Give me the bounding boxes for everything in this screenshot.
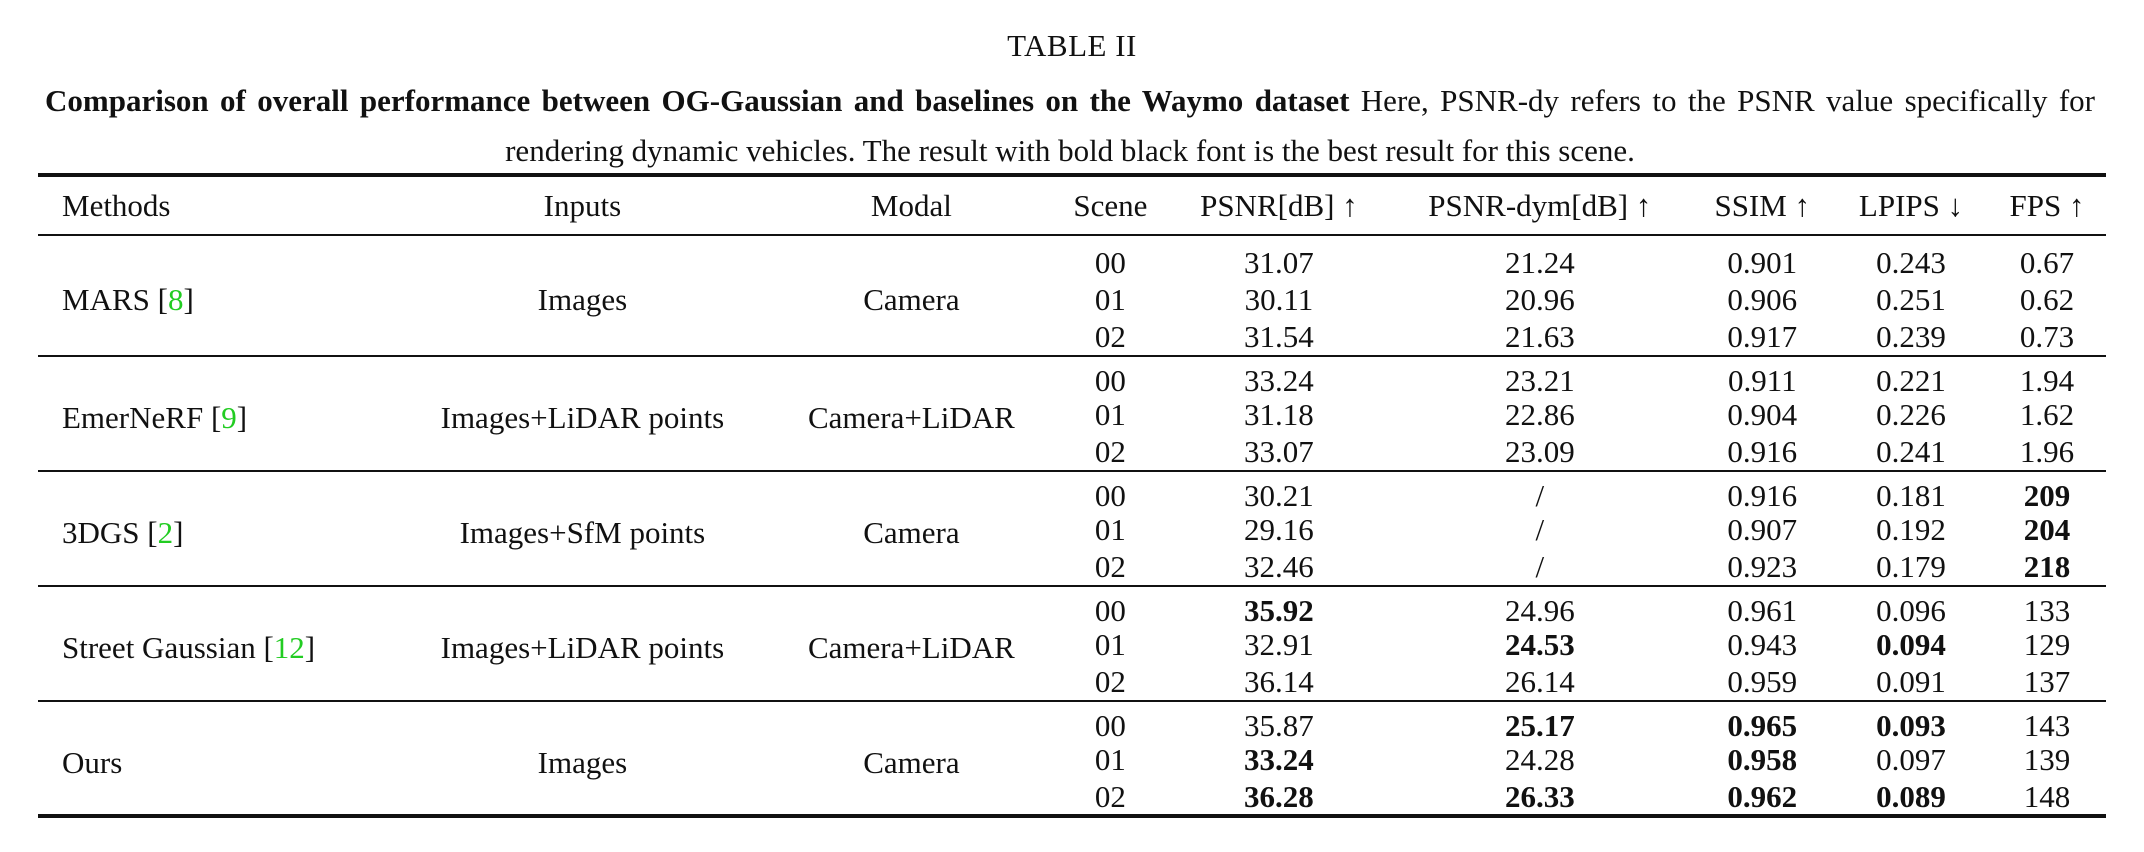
table-row [38, 701, 2106, 741]
modal-cell: Camera [863, 744, 960, 780]
psnr-dym-cell: 24.28 [1504, 742, 1575, 778]
lpips-cell: 0.097 [1876, 742, 1946, 778]
scene-cell: 02 [1094, 778, 1126, 814]
scene-cell: 01 [1094, 742, 1126, 778]
fps-cell: 133 [2023, 593, 2071, 628]
scene-cell: 01 [1094, 512, 1126, 548]
ssim-cell: 0.911 [1727, 363, 1797, 398]
lpips-cell: 0.241 [1876, 434, 1946, 470]
psnr-dym-cell: 22.86 [1504, 397, 1575, 433]
ssim-cell: 0.958 [1727, 742, 1798, 778]
scene-cell: 02 [1094, 434, 1126, 470]
ssim-cell: 0.962 [1727, 778, 1798, 814]
psnr-cell: 35.92 [1244, 593, 1314, 628]
scene-cell: 00 [1094, 245, 1126, 280]
psnr-dym-cell: 26.33 [1504, 778, 1575, 814]
method-name: EmerNeRF [ [62, 400, 222, 435]
psnr-cell: 29.16 [1244, 512, 1314, 548]
ssim-cell: 0.904 [1727, 397, 1798, 433]
ssim-cell: 0.907 [1727, 512, 1798, 548]
psnr-cell: 35.87 [1244, 708, 1314, 743]
psnr-cell: 30.11 [1244, 282, 1314, 318]
ssim-cell: 0.943 [1727, 627, 1798, 663]
method-cell [38, 356, 394, 471]
table-caption [45, 76, 2095, 176]
method-name: Ours [62, 744, 123, 780]
citation-bracket: ] [236, 400, 248, 435]
scene-cell: 00 [1094, 363, 1126, 398]
scene-cell: 00 [1094, 593, 1126, 628]
scene-cell: 02 [1094, 664, 1126, 700]
header-scene: Scene [1073, 187, 1148, 223]
citation-bracket: ] [173, 515, 184, 550]
fps-cell: 137 [2023, 664, 2071, 700]
psnr-cell: 32.46 [1244, 549, 1314, 585]
scene-cell: 01 [1094, 397, 1126, 433]
fps-cell: 1.96 [2019, 434, 2075, 470]
lpips-cell: 0.179 [1876, 549, 1946, 585]
fps-cell: 204 [2023, 512, 2071, 548]
modal-cell: Camera+LiDAR [807, 630, 1015, 665]
ssim-cell: 0.965 [1727, 708, 1798, 743]
fps-cell: 139 [2023, 742, 2071, 778]
inputs-cell: Images [537, 282, 628, 317]
table-row [38, 586, 2106, 626]
results-table-wrapper [38, 173, 2106, 818]
citation-link[interactable]: 12 [273, 630, 305, 665]
table-header [38, 175, 2106, 235]
header-psnr-dym: PSNR-dym[dB] ↑ [1428, 187, 1652, 223]
ssim-cell: 0.917 [1727, 319, 1798, 355]
ssim-cell: 0.959 [1727, 664, 1798, 700]
fps-cell: 0.73 [2019, 319, 2075, 355]
scene-cell: 01 [1094, 282, 1126, 318]
psnr-dym-cell: 24.96 [1504, 593, 1575, 628]
psnr-dym-cell: 26.14 [1504, 664, 1575, 700]
header-ssim: SSIM ↑ [1714, 187, 1811, 223]
psnr-cell: 33.24 [1244, 363, 1314, 398]
lpips-cell: 0.192 [1876, 512, 1946, 548]
fps-cell: 129 [2023, 627, 2071, 663]
psnr-dym-cell: 20.96 [1504, 282, 1575, 318]
table-label: TABLE II [1007, 28, 1137, 63]
scene-cell: 01 [1094, 627, 1126, 663]
header-modal: Modal [870, 187, 952, 223]
psnr-cell: 30.21 [1244, 478, 1314, 513]
citation-link[interactable]: 8 [167, 282, 184, 317]
fps-cell: 1.62 [2019, 397, 2075, 433]
method-group-ours [38, 701, 2106, 816]
caption-text: Here, PSNR-dy refers to the PSNR value specifically for rendering dynamic vehicles. The result with bold black font is the best result for this scene. [505, 83, 2095, 168]
modal-cell: Camera [863, 515, 960, 550]
header-inputs: Inputs [543, 187, 622, 223]
lpips-cell: 0.221 [1876, 363, 1946, 398]
citation-link[interactable]: 9 [221, 400, 237, 435]
inputs-cell: Images+LiDAR points [440, 400, 725, 435]
lpips-cell: 0.094 [1876, 627, 1946, 663]
method-group-emernerf [38, 356, 2106, 471]
table-row [38, 356, 2106, 396]
psnr-dym-cell: 25.17 [1504, 708, 1575, 743]
method-cell [38, 701, 394, 816]
psnr-cell: 36.14 [1244, 664, 1314, 700]
lpips-cell: 0.239 [1876, 319, 1946, 355]
psnr-cell: 31.18 [1244, 397, 1314, 433]
results-table [38, 173, 2106, 818]
table-row [38, 471, 2106, 511]
psnr-cell: 31.54 [1244, 319, 1314, 355]
lpips-cell: 0.093 [1876, 708, 1946, 743]
method-name: 3DGS [ [62, 515, 158, 550]
table-row [38, 235, 2106, 281]
scene-cell: 02 [1094, 549, 1126, 585]
ssim-cell: 0.961 [1727, 593, 1798, 628]
fps-cell: 209 [2023, 478, 2071, 513]
method-name: Street Gaussian [ [62, 630, 274, 665]
lpips-cell: 0.243 [1876, 245, 1946, 280]
modal-cell: Camera+LiDAR [807, 400, 1015, 435]
ssim-cell: 0.916 [1727, 478, 1798, 513]
lpips-cell: 0.096 [1876, 593, 1946, 628]
psnr-dym-cell: 23.21 [1504, 363, 1575, 398]
fps-cell: 143 [2023, 708, 2071, 743]
method-cell [38, 471, 394, 586]
scene-cell: 02 [1094, 319, 1126, 355]
fps-cell: 218 [2023, 549, 2071, 585]
inputs-cell: Images [537, 744, 628, 780]
lpips-cell: 0.226 [1876, 397, 1946, 433]
psnr-dym-cell: / [1535, 549, 1545, 585]
ssim-cell: 0.923 [1727, 549, 1798, 585]
ssim-cell: 0.901 [1727, 245, 1798, 280]
method-group-street-gaussian [38, 586, 2106, 701]
inputs-cell: Images+SfM points [459, 515, 706, 550]
method-cell [38, 586, 394, 701]
header-fps: FPS ↑ [2009, 187, 2085, 223]
citation-bracket: ] [183, 282, 194, 317]
fps-cell: 148 [2023, 778, 2071, 814]
lpips-cell: 0.181 [1876, 478, 1946, 513]
lpips-cell: 0.091 [1876, 664, 1946, 700]
ssim-cell: 0.916 [1727, 434, 1798, 470]
psnr-dym-cell: / [1535, 512, 1545, 548]
citation-bracket: ] [304, 630, 316, 665]
ssim-cell: 0.906 [1727, 282, 1798, 318]
inputs-cell: Images+LiDAR points [440, 630, 725, 665]
psnr-cell: 31.07 [1244, 245, 1314, 280]
scene-cell: 00 [1094, 478, 1126, 513]
header-psnr: PSNR[dB] ↑ [1200, 187, 1358, 223]
psnr-dym-cell: 23.09 [1504, 434, 1575, 470]
caption-bold: Comparison of overall performance between OG-Gaussian and baselines on the Waymo dataset [45, 83, 1350, 118]
modal-cell: Camera [863, 282, 960, 317]
fps-cell: 1.94 [2019, 363, 2075, 398]
header-row [38, 175, 2106, 235]
psnr-cell: 36.28 [1244, 778, 1314, 814]
method-cell [38, 235, 394, 356]
scene-cell: 00 [1094, 708, 1126, 743]
citation-link[interactable]: 2 [157, 515, 174, 550]
fps-cell: 0.67 [2019, 245, 2075, 280]
psnr-dym-cell: / [1535, 478, 1545, 513]
header-lpips: LPIPS ↓ [1858, 187, 1964, 223]
lpips-cell: 0.089 [1876, 778, 1946, 814]
psnr-cell: 33.07 [1244, 434, 1314, 470]
method-group-mars [38, 235, 2106, 356]
lpips-cell: 0.251 [1876, 282, 1946, 318]
fps-cell: 0.62 [2019, 282, 2075, 318]
psnr-dym-cell: 21.24 [1504, 245, 1575, 280]
method-name: MARS [ [62, 282, 168, 317]
psnr-cell: 33.24 [1244, 742, 1314, 778]
psnr-dym-cell: 24.53 [1504, 627, 1575, 663]
header-methods: Methods [62, 187, 171, 223]
psnr-dym-cell: 21.63 [1504, 319, 1575, 355]
psnr-cell: 32.91 [1244, 627, 1314, 663]
method-group-3dgs [38, 471, 2106, 586]
